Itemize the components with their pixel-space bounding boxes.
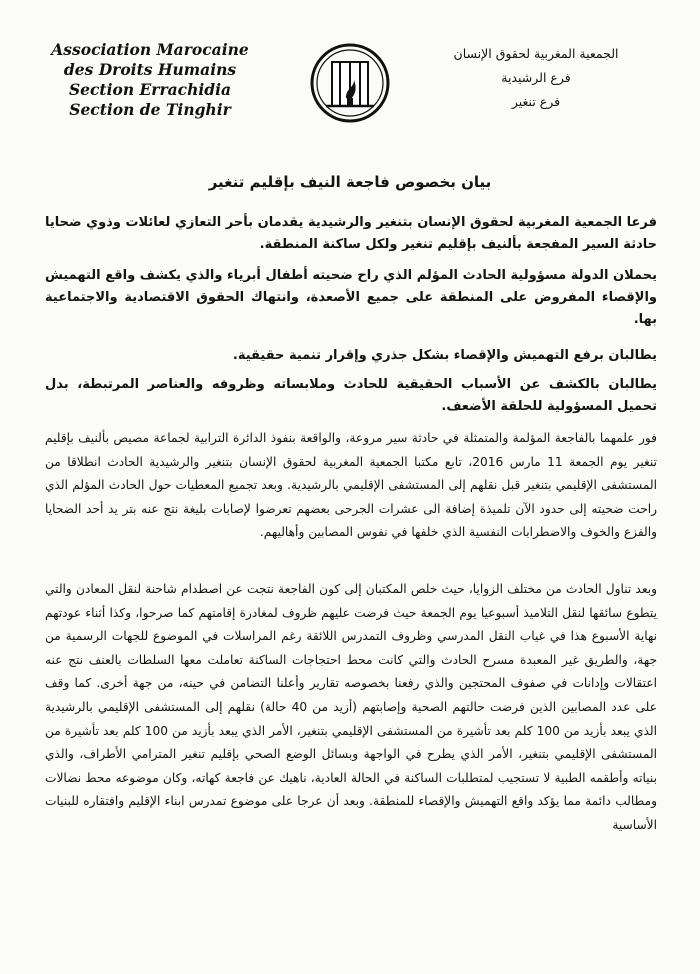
letterhead-french [50,40,250,120]
statement-text: يحملان الدولة مسؤولية الحادث المؤلم الذي راح ضحيته أطفال أبرياء والذي يكشف واقع التهميش والإقصاء المفروض على المنطقة على جميع الأصعدة، وانتهاك الحقوق الاقتصادية والاجتماعية بها. [45,268,657,327]
letterhead-arabic-line: فرع الرشيدية [501,70,571,85]
letterhead-french-line: Section Errachidia [68,80,232,99]
body-paragraph-analysis [45,578,657,838]
letterhead [0,0,700,160]
paragraph-text: فور علمهما بالفاجعة المؤلمة والمتمثلة في حادثة سير مروعة، والواقعة بنفوذ الدائرة الترابية لجماعة مصيص بألنيف بإقليم تنغير يوم الجمعة 11 مارس 2016، تابع مكتبا الجمعية المغربية لحقوق الإنسان بتنغير والرشيدية الحادث انطلاقا من المستشفى الإقليمي بتنغير قبل نقلهم إلى المستشفى الإقليمي بالرشيدية. وبعد تجميع المعطيات حول الحادث المؤلم الذي راحت ضحيته إلى حدود الآن تلميذة إضافة الى عشرات الجرحى بعضهم تعرضوا لإصابات بليغة نتج عنه بتر يد أحد الضحايا والفزع والخوف والاضطرابات النفسية الذي خلفها في نفوس المصابين وأهاليهم. [45,431,657,540]
statement-text: يطالبان برفع التهميش والإقصاء بشكل جذري وإقرار تنمية حقيقية. [232,348,657,363]
paragraph-text: وبعد تناول الحادث من مختلف الزوايا، حيث خلص المكتبان إلى كون الفاجعة نتجت عن اصطدام شاحنة لنقل المعادن والتي يتطوع سائقها لنقل التلاميذ أسبوعيا يوم الجمعة حيث فرضت عليهم ظروف لمغادرة إقامتهم كما صرحوا، وكذا أثناء عودتهم نهاية الأسبوع هذا في غياب النقل المدرسي وظروف التمدرس اللائقة رغم المراسلات في الموضوع للجهات الرسمية من جهة، والطريق غير المعبدة مسرح الحادث والتي كانت محط احتجاجات الساكنة تعاملت معها السلطات بالعنف نتج عنه اعتقالات وإدانات في صفوف المحتجين والذي رفعنا بخصوصه تقارير وأعلنا التضامن في حينه، من جهة أخرى. كما وقف على عدد المصابين الذين فرضت حالتهم الصحية وإصابتهم (أزيد من 40 حالة) نقلهم إلى المستشفى الإقليمي بالرشيدية الذي يبعد بأزيد من 100 كلم بعد تأشيرة من المستشفى الإقليمي بتنغير، الأمر الذي يبعد بأزيد من 100 كلم بعد تأشيرة من المستشفى الإقليمي بتنغير، الأمر الذي يطرح في الواجهة وبسائل الوضع الصحي بإقليم تنغير المترامي الأطراف، والذي بنياته وأطقمه الطبية لا تستجيب لمتطلبات الساكنة في الحالة العادية، ناهيك عن فاجعة كهاته، وكان موضوعه محط نضالات ومطالب دائمة مما يؤكد واقع التهميش والإقصاء للمنطقة. وبعد أن عرجا على موضوع تمدرس ابناء الإقليم وافتقاره للبنيات الأساسية [45,582,658,832]
letterhead-french-line: Section de Tinghir [69,100,231,119]
statement-condolence [45,212,657,256]
letterhead-arabic [416,42,656,114]
organization-logo [310,40,390,126]
statement-development-demand [45,345,657,367]
statement-text: يطالبان بالكشف عن الأسباب الحقيقية للحادث وملابساته وظروفه والعناصر المرتبطة، بدل تحميل المسؤولية للحلقة الأضعف. [45,377,657,414]
statement-text: فرعا الجمعية المغربية لحقوق الإنسان بتنغير والرشيدية يقدمان بأحر التعازي لعائلات وذوي ضحايا حادثة السير المفجعة بألنيف بإقليم تنغير ولكل ساكنة المنطقة. [45,215,657,252]
statement-investigation-demand [45,374,657,418]
body-paragraph-incident [45,427,657,545]
letterhead-french-line: des Droits Humains [63,60,237,79]
letterhead-french-line: Association Marocaine [51,40,249,59]
statement-title: بيان بخصوص فاجعة النيف بإقليم تنغير [208,173,492,191]
letterhead-arabic-line: فرع تنغير [511,94,561,109]
letterhead-arabic-line: الجمعية المغربية لحقوق الإنسان [453,46,619,61]
statement-responsibility [45,265,657,331]
